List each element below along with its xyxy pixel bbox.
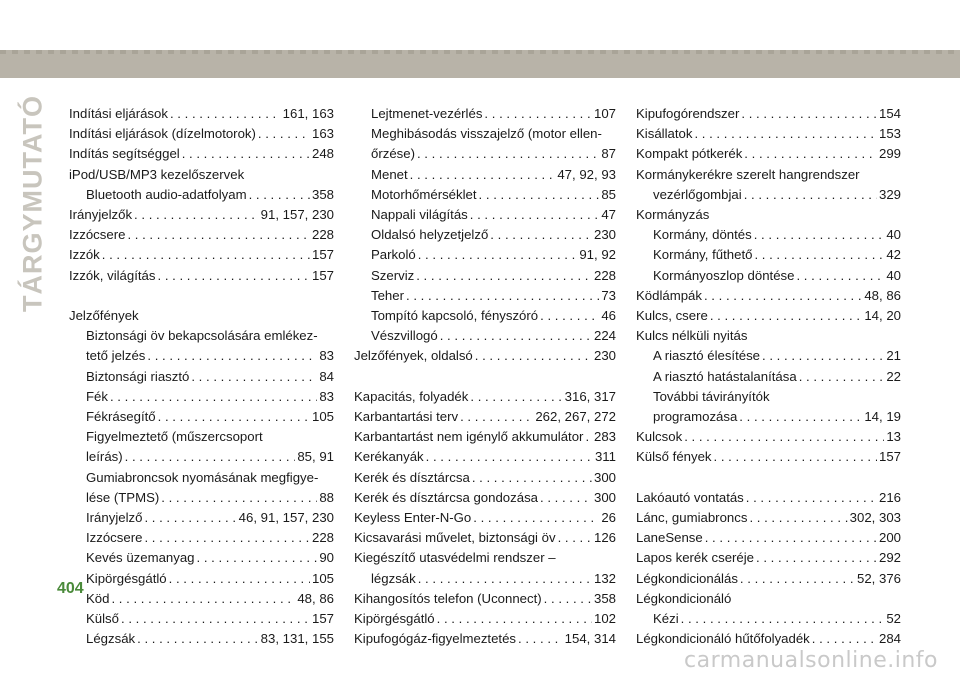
entry-label: Menet: [371, 166, 408, 182]
entry-page-ref: 248: [311, 146, 334, 162]
entry-label: Külső: [86, 611, 119, 627]
entry-page-ref: 283: [593, 429, 616, 445]
entry-label: Lakóautó vontatás: [636, 489, 744, 505]
index-entry: [354, 569, 616, 589]
dot-leader: [585, 427, 592, 447]
index-entry: [354, 306, 616, 326]
dot-leader: [796, 266, 884, 286]
entry-page-ref: 228: [311, 227, 334, 243]
index-entry: [354, 508, 616, 528]
entry-page-ref: 47, 92, 93: [557, 166, 616, 182]
index-entry: [69, 589, 334, 609]
entry-label: Kormány, döntés: [653, 227, 752, 243]
entry-page-ref: 73: [601, 287, 616, 303]
entry-label: Légkondicionálás: [636, 570, 738, 586]
group-spacer: [354, 367, 616, 387]
entry-page-ref: 216: [878, 489, 901, 505]
dot-leader: [540, 488, 592, 508]
dot-leader: [490, 225, 592, 245]
dot-leader: [410, 165, 556, 185]
entry-page-ref: 284: [878, 631, 901, 647]
dot-leader: [426, 447, 593, 467]
index-entry: [354, 407, 616, 427]
index-entry: [636, 528, 901, 548]
entry-label: Kormányoszlop döntése: [653, 267, 795, 283]
index-heading: Kormánykerékre szerelt hangrendszer: [636, 166, 860, 182]
index-entry: [354, 245, 616, 265]
dot-leader: [479, 185, 600, 205]
entry-page-ref: 292: [878, 550, 901, 566]
entry-label: Lánc, gumiabroncs: [636, 510, 748, 526]
dot-leader: [762, 346, 884, 366]
entry-page-ref: 48, 86: [864, 287, 901, 303]
index-entry: [354, 528, 616, 548]
dot-leader: [437, 609, 592, 629]
index-entry: [636, 427, 901, 447]
group-spacer: [69, 286, 334, 306]
index-entry: [636, 629, 901, 649]
dot-leader: [249, 185, 310, 205]
index-entry: [636, 548, 901, 568]
entry-page-ref: 102: [593, 611, 616, 627]
index-entry: [69, 205, 334, 225]
entry-label: Kerékanyák: [354, 449, 424, 465]
dot-leader: [714, 447, 877, 467]
entry-page-ref: 91, 157, 230: [260, 207, 334, 223]
dot-leader: [182, 144, 310, 164]
entry-page-ref: 161, 163: [282, 106, 334, 121]
dot-leader: [102, 245, 310, 265]
entry-label: Keyless Enter-N-Go: [354, 510, 472, 526]
entry-page-ref: 105: [311, 409, 334, 425]
entry-page-ref: 52, 376: [857, 570, 901, 586]
dot-leader: [197, 548, 318, 568]
dot-leader: [169, 569, 310, 589]
entry-page-ref: 87: [601, 146, 616, 162]
entry-label: Kézi: [653, 611, 679, 627]
entry-label: Kerék és dísztárcsa: [354, 469, 470, 485]
entry-page-ref: 46, 91, 157, 230: [238, 510, 334, 526]
entry-label: A riasztó élesítése: [653, 348, 761, 364]
section-label: TÁRGYMUTATÓ: [17, 95, 48, 313]
dot-leader: [440, 326, 592, 346]
dot-leader: [134, 205, 259, 225]
entry-page-ref: 13: [886, 429, 901, 445]
entry-page-ref: 83, 131, 155: [260, 631, 334, 647]
entry-label: Szerviz: [371, 267, 415, 283]
header-stripe: [0, 50, 960, 78]
page-number: 404: [57, 580, 84, 597]
dot-leader: [754, 245, 884, 265]
entry-page-ref: 52: [886, 611, 901, 627]
entry-page-ref: 228: [311, 530, 334, 546]
dot-leader: [705, 528, 877, 548]
entry-label: Izzócsere: [86, 530, 143, 546]
dot-leader: [756, 548, 877, 568]
entry-label: leírás): [86, 449, 123, 465]
dot-leader: [754, 225, 885, 245]
index-entry: [69, 144, 334, 164]
index-entry: [69, 367, 334, 387]
dot-leader: [258, 124, 310, 144]
entry-page-ref: 21: [886, 348, 901, 364]
dot-leader: [406, 286, 599, 306]
index-entry: [636, 266, 901, 286]
entry-label: Lapos kerék cseréje: [636, 550, 755, 566]
entry-label: Fék: [86, 388, 108, 404]
dot-leader: [710, 306, 863, 326]
index-entry: [636, 144, 901, 164]
entry-label: Kisállatok: [636, 126, 693, 142]
dot-leader: [460, 407, 533, 427]
entry-label: Irányjelző: [86, 510, 143, 526]
watermark: [0, 648, 960, 678]
dot-leader: [472, 468, 592, 488]
dot-leader: [681, 609, 885, 629]
entry-label: LaneSense: [636, 530, 703, 546]
entry-page-ref: 40: [886, 227, 901, 243]
dot-leader: [518, 629, 563, 649]
entry-page-ref: 126: [593, 530, 616, 546]
index-entry: [354, 165, 616, 185]
entry-page-ref: 262, 267, 272: [535, 409, 616, 425]
entry-label: őrzése): [371, 146, 415, 162]
index-entry: [354, 185, 616, 205]
dot-leader: [418, 569, 592, 589]
index-entry: [69, 629, 334, 649]
entry-label: Indítási eljárások: [69, 106, 168, 121]
index-heading: Kormányzás: [636, 207, 710, 223]
index-entry: [354, 205, 616, 225]
index-entry: [636, 488, 901, 508]
index-entry: [354, 609, 616, 629]
index-entry: [69, 528, 334, 548]
entry-page-ref: 300: [593, 469, 616, 485]
entry-page-ref: 157: [311, 267, 334, 283]
entry-label: programozása: [653, 409, 738, 425]
entry-label: Tompító kapcsoló, fényszóró: [371, 308, 539, 324]
entry-page-ref: 14, 20: [864, 308, 901, 324]
index-column-1: [69, 104, 334, 649]
dot-leader: [147, 346, 317, 366]
dot-leader: [191, 367, 317, 387]
dot-leader: [470, 387, 562, 407]
index-entry: [636, 569, 901, 589]
entry-page-ref: 311: [594, 449, 616, 465]
index-entry: [354, 346, 616, 366]
dot-leader: [812, 629, 877, 649]
index-heading: iPod/USB/MP3 kezelőszervek: [69, 166, 245, 182]
entry-label: Kevés üzemanyag: [86, 550, 195, 566]
index-entry: [636, 447, 901, 467]
dot-leader: [704, 286, 862, 306]
entry-page-ref: 224: [593, 328, 616, 344]
index-heading: További távirányítók: [653, 388, 770, 404]
index-entry: [69, 488, 334, 508]
entry-page-ref: 200: [878, 530, 901, 546]
dot-leader: [475, 346, 592, 366]
entry-page-ref: 358: [311, 186, 334, 202]
dot-leader: [473, 508, 599, 528]
entry-label: Nappali világítás: [371, 207, 468, 223]
entry-page-ref: 40: [886, 267, 901, 283]
index-heading: Kiegészítő utasvédelmi rendszer –: [354, 550, 556, 566]
entry-label: Légzsák: [86, 631, 136, 647]
index-entry: [69, 245, 334, 265]
dot-leader: [744, 144, 877, 164]
index-entry: [69, 185, 334, 205]
entry-page-ref: 84: [319, 368, 334, 384]
dot-leader: [739, 407, 862, 427]
entry-label: tető jelzés: [86, 348, 146, 364]
entry-label: Lejtmenet-vezérlés: [371, 106, 483, 121]
index-entry: [636, 124, 901, 144]
index-entry: [636, 104, 901, 124]
index-entry: [354, 387, 616, 407]
dot-leader: [740, 569, 855, 589]
dot-leader: [418, 245, 578, 265]
entry-label: Kerék és dísztárcsa gondozása: [354, 489, 538, 505]
index-entry: [636, 609, 901, 629]
index-entry: [354, 589, 616, 609]
entry-label: Ködlámpák: [636, 287, 702, 303]
entry-label: Karbantartási terv: [354, 409, 459, 425]
dot-leader: [161, 488, 317, 508]
index-entry: [69, 266, 334, 286]
dot-leader: [110, 387, 317, 407]
entry-label: Indítási eljárások (dízelmotorok): [69, 126, 256, 142]
dot-leader: [694, 124, 877, 144]
entry-page-ref: 157: [878, 449, 901, 465]
index-entry: [354, 144, 616, 164]
entry-label: Kulcsok: [636, 429, 683, 445]
entry-label: Biztonsági riasztó: [86, 368, 190, 384]
entry-page-ref: 230: [593, 348, 616, 364]
entry-label: Légkondicionáló hűtőfolyadék: [636, 631, 810, 647]
index-entry: [636, 367, 901, 387]
index-entry: [636, 508, 901, 528]
entry-label: Izzók, világítás: [69, 267, 156, 283]
dot-leader: [137, 629, 259, 649]
entry-page-ref: 299: [878, 146, 901, 162]
entry-page-ref: 46: [601, 308, 616, 324]
dot-leader: [121, 609, 310, 629]
index-heading: Kulcs nélküli nyitás: [636, 328, 748, 344]
dot-leader: [470, 205, 600, 225]
index-entry: [69, 508, 334, 528]
index-entry: [69, 346, 334, 366]
entry-label: Kihangosítós telefon (Uconnect): [354, 590, 542, 606]
index-entry: [354, 286, 616, 306]
index-entry: [354, 326, 616, 346]
index-entry: [354, 468, 616, 488]
index-column-2: [354, 104, 616, 649]
entry-label: Bluetooth audio-adatfolyam: [86, 186, 247, 202]
entry-label: Kipörgésgátló: [86, 570, 167, 586]
entry-page-ref: 302, 303: [849, 510, 901, 526]
entry-page-ref: 316, 317: [564, 388, 616, 404]
index-entry: [69, 569, 334, 589]
index-entry: [636, 286, 901, 306]
index-entry: [354, 629, 616, 649]
entry-page-ref: 132: [593, 570, 616, 586]
entry-label: A riasztó hatástalanítása: [653, 368, 797, 384]
dot-leader: [741, 104, 877, 124]
index-entry: [354, 447, 616, 467]
dot-leader: [484, 104, 592, 124]
entry-label: Parkoló: [371, 247, 416, 263]
index-entry: [354, 225, 616, 245]
entry-page-ref: 154: [878, 106, 901, 121]
entry-page-ref: 329: [878, 186, 901, 202]
dot-leader: [111, 589, 295, 609]
entry-page-ref: 47: [601, 207, 616, 223]
entry-page-ref: 26: [601, 510, 616, 526]
entry-label: lése (TPMS): [86, 489, 160, 505]
entry-label: légzsák: [371, 570, 416, 586]
index-entry: [354, 266, 616, 286]
entry-label: Karbantartást nem igénylő akkumulátor: [354, 429, 584, 445]
entry-page-ref: 157: [311, 247, 334, 263]
index-entry: [636, 407, 901, 427]
entry-page-ref: 157: [311, 611, 334, 627]
entry-page-ref: 90: [319, 550, 334, 566]
entry-label: Kapacitás, folyadék: [354, 388, 469, 404]
entry-page-ref: 88: [319, 489, 334, 505]
index-entry: [69, 548, 334, 568]
index-entry: [69, 447, 334, 467]
watermark-text: carmanualsonline.info: [684, 648, 938, 673]
dot-leader: [127, 225, 310, 245]
dot-leader: [749, 508, 847, 528]
entry-label: Kulcs, csere: [636, 308, 708, 324]
index-entry: [636, 306, 901, 326]
entry-label: Kipufogórendszer: [636, 106, 740, 121]
entry-page-ref: 14, 19: [864, 409, 901, 425]
index-entry: [69, 609, 334, 629]
index-entry: [69, 407, 334, 427]
entry-label: Kipörgésgátló: [354, 611, 435, 627]
entry-page-ref: 91, 92: [579, 247, 616, 263]
entry-label: Indítás segítséggel: [69, 146, 180, 162]
dot-leader: [544, 589, 592, 609]
entry-label: Oldalsó helyzetjelző: [371, 227, 489, 243]
entry-page-ref: 228: [593, 267, 616, 283]
entry-label: Köd: [86, 590, 110, 606]
entry-page-ref: 107: [593, 106, 616, 121]
entry-label: Motorhőmérséklet: [371, 186, 477, 202]
entry-page-ref: 42: [886, 247, 901, 263]
dot-leader: [799, 367, 885, 387]
index-entry: [354, 427, 616, 447]
dot-leader: [125, 447, 296, 467]
entry-page-ref: 83: [319, 388, 334, 404]
index-entry: [69, 124, 334, 144]
entry-page-ref: 163: [311, 126, 334, 142]
entry-page-ref: 85: [601, 186, 616, 202]
index-entry: [69, 387, 334, 407]
entry-page-ref: 300: [593, 489, 616, 505]
index-heading: Biztonsági öv bekapcsolására emlékez-: [86, 328, 318, 344]
entry-page-ref: 358: [593, 590, 616, 606]
dot-leader: [170, 104, 281, 124]
dot-leader: [540, 306, 599, 326]
dot-leader: [558, 528, 592, 548]
group-spacer: [636, 468, 901, 488]
entry-label: Izzók: [69, 247, 100, 263]
entry-label: Teher: [371, 287, 404, 303]
entry-label: Kormány, fűthető: [653, 247, 753, 263]
entry-page-ref: 22: [886, 368, 901, 384]
index-entry: [354, 104, 616, 124]
entry-label: Külső fények: [636, 449, 712, 465]
header-band: [0, 0, 960, 48]
index-entry: [636, 245, 901, 265]
index-entry: [636, 185, 901, 205]
entry-label: Kipufogógáz-figyelmeztetés: [354, 631, 517, 647]
index-entry: [69, 104, 334, 124]
entry-page-ref: 230: [593, 227, 616, 243]
index-heading: Figyelmeztető (műszercsoport: [86, 429, 263, 445]
entry-label: Fékrásegítő: [86, 409, 156, 425]
entry-page-ref: 153: [878, 126, 901, 142]
entry-label: Kompakt pótkerék: [636, 146, 743, 162]
dot-leader: [158, 266, 310, 286]
index-heading: Jelzőfények: [69, 308, 139, 324]
dot-leader: [144, 528, 310, 548]
index-entry: [69, 225, 334, 245]
entry-label: Vészvillogó: [371, 328, 438, 344]
index-entry: [636, 346, 901, 366]
index-entry: [636, 225, 901, 245]
entry-label: Izzócsere: [69, 227, 126, 243]
entry-label: vezérlőgombjai: [653, 186, 742, 202]
entry-label: Jelzőfények, oldalsó: [354, 348, 473, 364]
dot-leader: [746, 488, 877, 508]
index-heading: Meghibásodás visszajelző (motor ellen-: [371, 126, 602, 142]
dot-leader: [684, 427, 884, 447]
entry-page-ref: 105: [311, 570, 334, 586]
entry-page-ref: 85, 91: [297, 449, 334, 465]
entry-page-ref: 83: [319, 348, 334, 364]
entry-page-ref: 48, 86: [297, 590, 334, 606]
index-heading: Légkondicionáló: [636, 590, 732, 606]
dot-leader: [144, 508, 236, 528]
entry-label: Irányjelzők: [69, 207, 133, 223]
entry-label: Kicsavarási művelet, biztonsági öv: [354, 530, 556, 546]
index-column-3: [636, 104, 901, 649]
entry-page-ref: 154, 314: [564, 631, 616, 647]
dot-leader: [417, 144, 599, 164]
dot-leader: [744, 185, 877, 205]
dot-leader: [158, 407, 310, 427]
index-heading: Gumiabroncsok nyomásának megfigye-: [86, 469, 319, 485]
index-entry: [354, 488, 616, 508]
dot-leader: [416, 266, 592, 286]
